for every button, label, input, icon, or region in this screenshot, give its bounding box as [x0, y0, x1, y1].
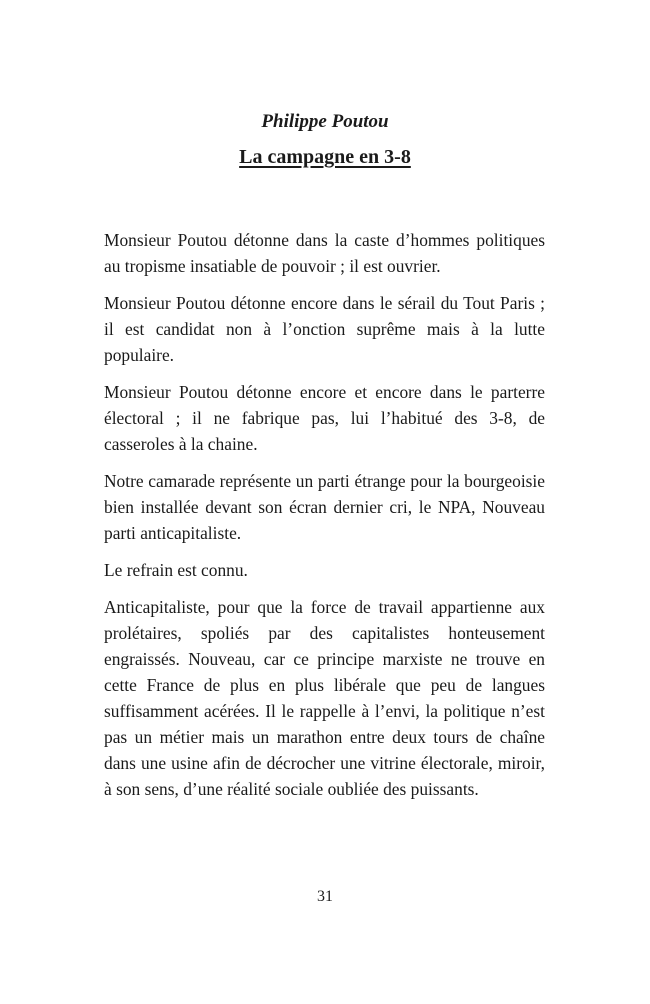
- paragraph: Notre camarade représente un parti étrange pour la bourgeoisie bien installée devant son écran dernier cri, le NPA, Nouveau parti anticapitaliste.: [104, 471, 545, 543]
- paragraph: Monsieur Poutou détonne encore et encore dans le parterre électoral ; il ne fabrique pas, lui l’habitué des 3-8, de casseroles à la chaine.: [104, 382, 545, 454]
- page-number: 31: [317, 888, 333, 905]
- chapter-body: [104, 227, 545, 813]
- paragraph: Monsieur Poutou détonne encore dans le sérail du Tout Paris ; il est candidat non à l’onction suprême mais à la lutte populaire.: [104, 293, 545, 365]
- paragraph: Le refrain est connu.: [104, 560, 248, 580]
- paragraph: Anticapitaliste, pour que la force de travail appartienne aux prolétaires, spoliés par des capitalistes honteusement engraissés. Nouveau, car ce principe marxiste ne trouve en cette France de plus en plus libérale que peu de langues suffisamment acérées. Il le rappelle à l’envi, la politique n’est pas un métier mais un marathon entre deux tours de chaîne dans une usine afin de décrocher une vitrine électorale, miroir, à son sens, d’une réalité sociale oubliée des puissants.: [104, 597, 545, 799]
- paragraph: Monsieur Poutou détonne dans la caste d’hommes politiques au tropisme insatiable de pouvoir ; il est ouvrier.: [104, 230, 545, 276]
- chapter-author: Philippe Poutou: [261, 111, 389, 132]
- chapter-title: La campagne en 3-8: [239, 146, 411, 168]
